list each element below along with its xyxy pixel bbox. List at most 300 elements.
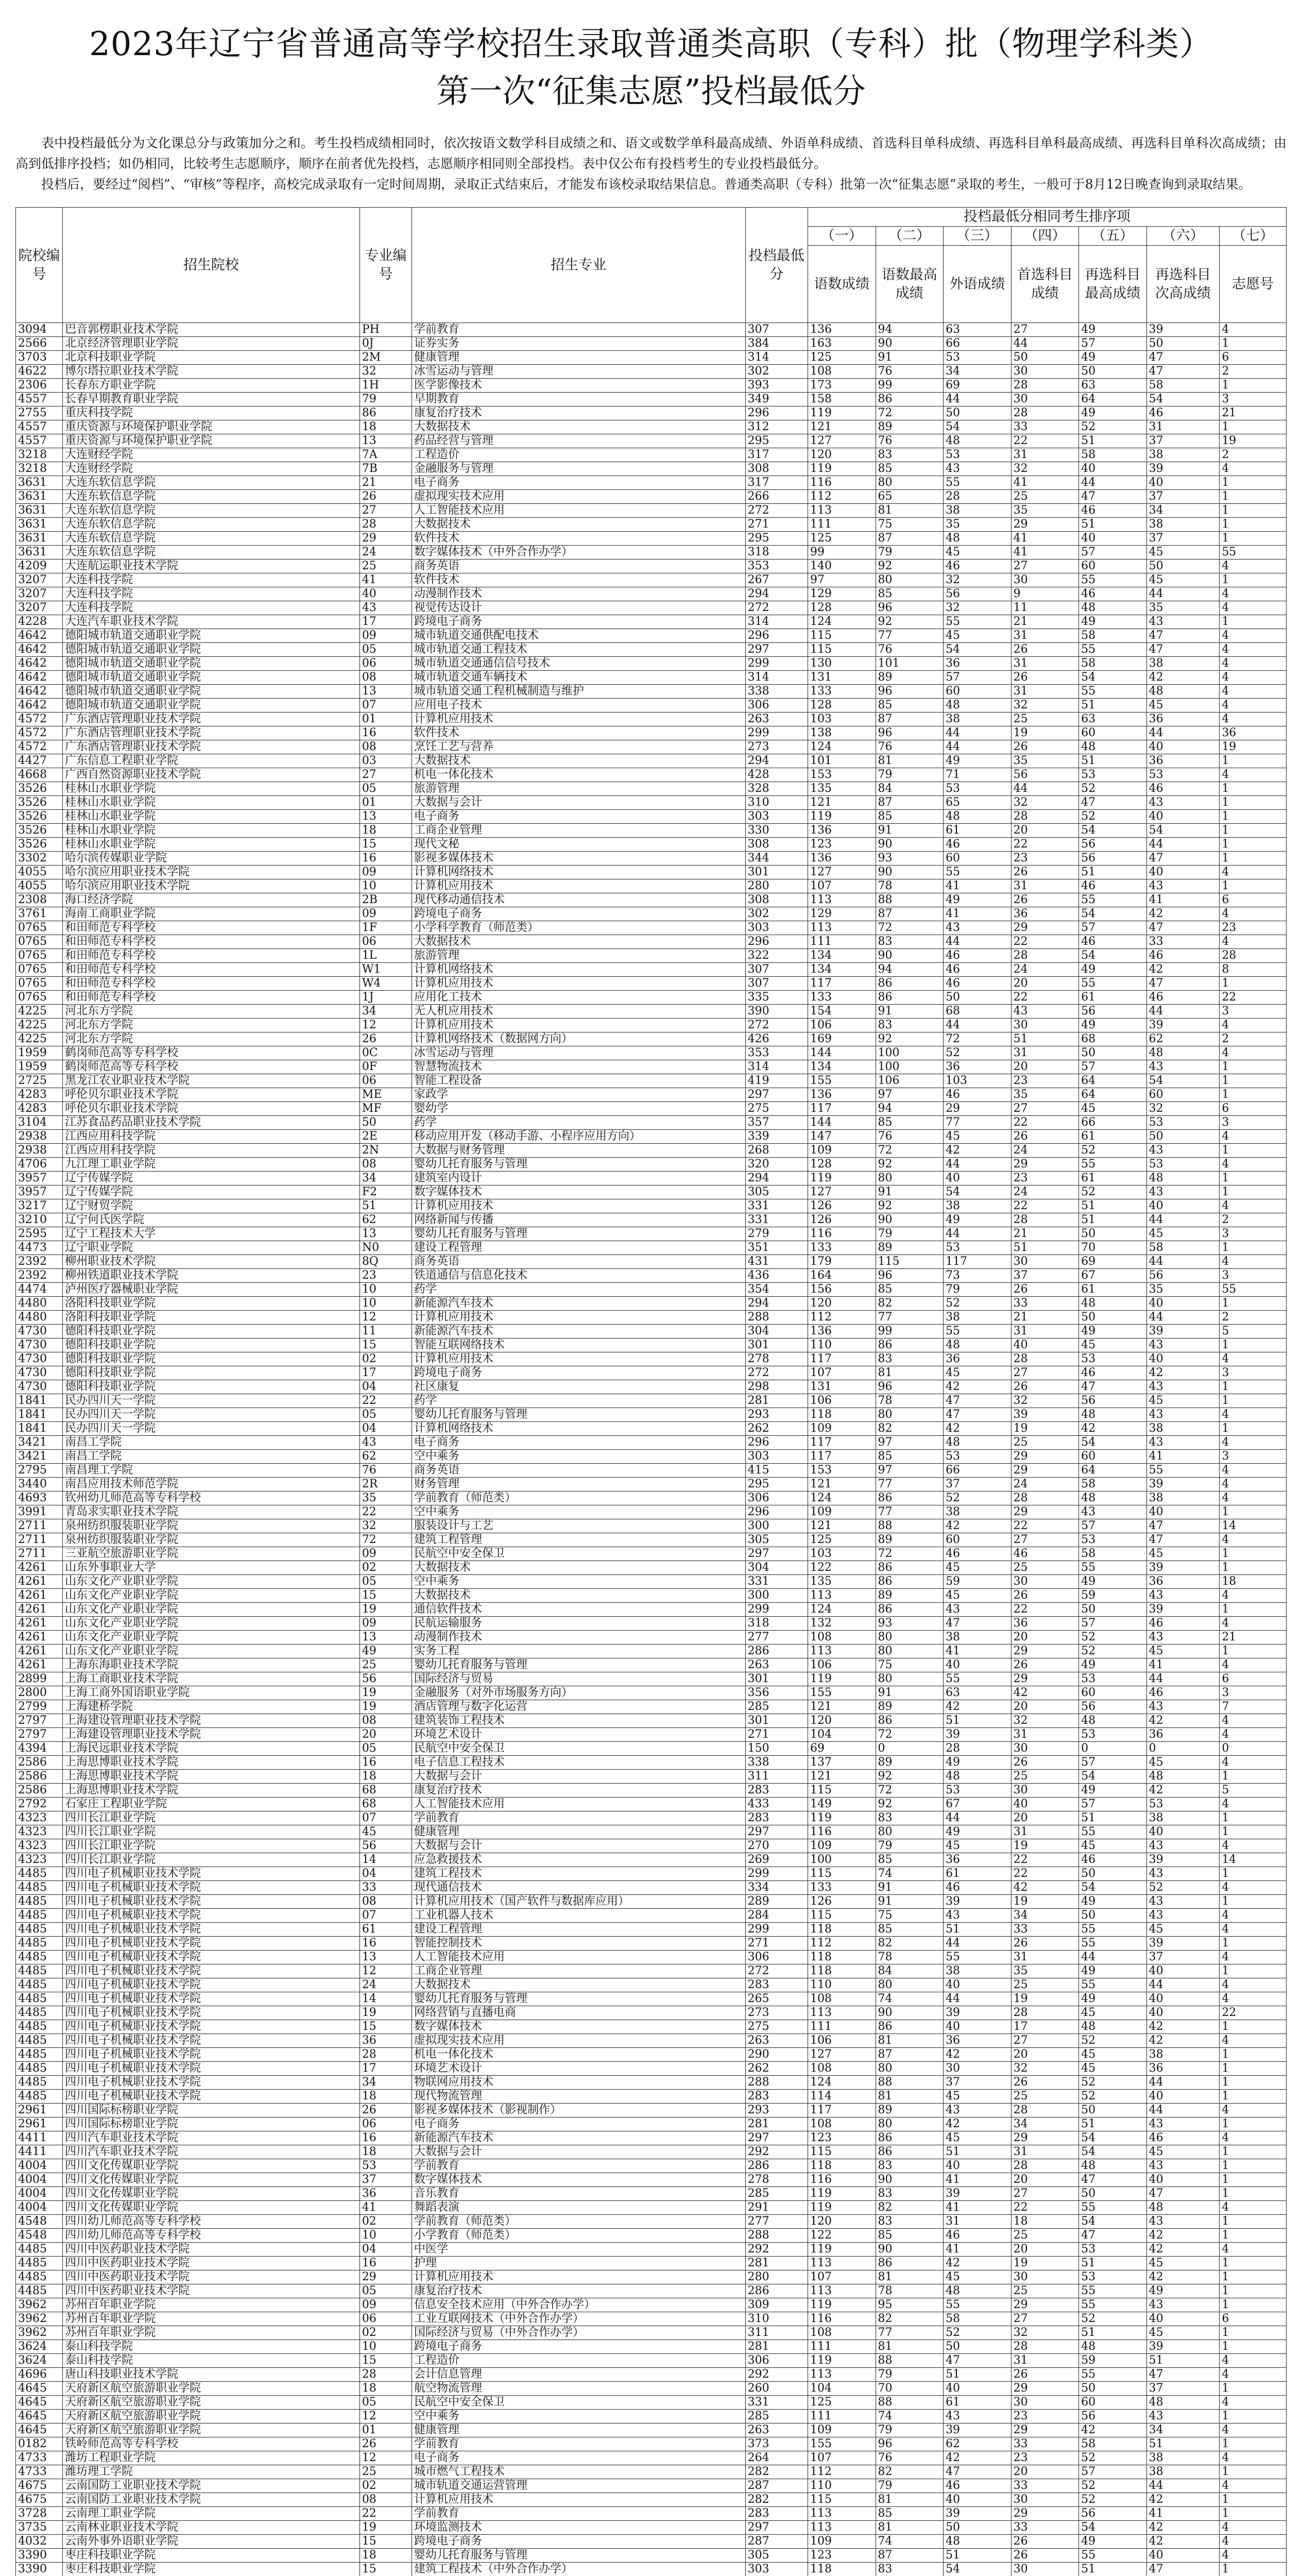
cell-chinese-math-max: 96 — [876, 685, 944, 699]
cell-chinese-math: 118 — [808, 1408, 876, 1422]
cell-choice-number: 4 — [1220, 907, 1287, 921]
cell-school-code: 4485 — [16, 1964, 63, 1978]
cell-choice-number: 4 — [1220, 657, 1287, 671]
cell-school-code: 0765 — [16, 921, 63, 935]
table-row — [16, 615, 1287, 629]
cell-major-code: 32 — [359, 1519, 412, 1533]
cell-chinese-math-max: 97 — [876, 1436, 944, 1450]
cell-chinese-math-max: 97 — [876, 1088, 944, 1102]
cell-chinese-math-max: 87 — [876, 907, 944, 921]
cell-first-subject: 29 — [1011, 2131, 1079, 2145]
cell-first-subject: 22 — [1011, 1603, 1079, 1617]
cell-major-code: 24 — [359, 546, 412, 560]
cell-school-code: 4622 — [16, 365, 63, 379]
cell-choice-number: 1 — [1220, 1380, 1287, 1394]
cell-major-name: 移动应用开发（移动手游、小程序应用方向） — [412, 1130, 745, 1144]
cell-major-code: 12 — [359, 2410, 412, 2424]
table-row — [16, 838, 1287, 852]
cell-school-name: 四川电子机械职业技术学院 — [63, 2090, 360, 2104]
cell-foreign-language: 39 — [944, 2187, 1012, 2201]
table-row — [16, 1505, 1287, 1519]
cell-foreign-language: 42 — [944, 2048, 1012, 2062]
cell-min-score: 307 — [745, 323, 808, 337]
cell-major-name: 跨境电子商务 — [412, 1366, 745, 1380]
cell-elective-max: 45 — [1079, 2048, 1147, 2062]
cell-major-name: 无人机应用技术 — [412, 1005, 745, 1019]
table-row — [16, 1756, 1287, 1770]
cell-first-subject: 19 — [1011, 726, 1079, 740]
cell-major-name: 电子商务 — [412, 1436, 745, 1450]
cell-major-code: 21 — [359, 476, 412, 490]
cell-elective-second: 43 — [1146, 2410, 1220, 2424]
cell-foreign-language: 60 — [944, 1533, 1012, 1547]
cell-school-code: 0182 — [16, 2437, 63, 2451]
cell-first-subject: 26 — [1011, 893, 1079, 907]
cell-choice-number: 1 — [1220, 615, 1287, 629]
cell-major-name: 舞蹈表演 — [412, 2201, 745, 2215]
table-row — [16, 2451, 1287, 2465]
cell-first-subject: 30 — [1011, 365, 1079, 379]
cell-elective-max: 59 — [1079, 2354, 1147, 2368]
cell-min-score: 390 — [745, 1005, 808, 1019]
cell-elective-second: 40 — [1146, 1352, 1220, 1366]
cell-chinese-math: 104 — [808, 2382, 876, 2396]
cell-chinese-math-max: 76 — [876, 1130, 944, 1144]
cell-elective-second: 33 — [1146, 935, 1220, 949]
cell-school-code: 2797 — [16, 1728, 63, 1742]
cell-foreign-language: 49 — [944, 1756, 1012, 1770]
cell-first-subject: 30 — [1011, 1019, 1079, 1032]
cell-elective-second: 47 — [1146, 643, 1220, 657]
cell-chinese-math-max: 90 — [876, 1213, 944, 1227]
cell-school-code: 3526 — [16, 810, 63, 824]
table-row — [16, 991, 1287, 1005]
cell-min-score: 281 — [745, 2340, 808, 2354]
table-row — [16, 351, 1287, 365]
cell-chinese-math: 113 — [808, 2368, 876, 2382]
cell-elective-second: 43 — [1146, 615, 1220, 629]
cell-major-name: 新能源汽车技术 — [412, 2131, 745, 2145]
table-row — [16, 1784, 1287, 1798]
cell-major-code: 34 — [359, 1005, 412, 1019]
header-sub-label: 再选科目最高成绩 — [1079, 246, 1147, 323]
cell-school-code: 1841 — [16, 1422, 63, 1436]
cell-school-code: 2566 — [16, 337, 63, 351]
cell-first-subject: 40 — [1011, 1338, 1079, 1352]
cell-elective-max: 57 — [1079, 546, 1147, 560]
cell-elective-second: 60 — [1146, 1088, 1220, 1102]
cell-major-code: 2R — [359, 1478, 412, 1492]
table-row — [16, 1825, 1287, 1839]
cell-elective-second: 47 — [1146, 1533, 1220, 1547]
cell-major-code: 43 — [359, 601, 412, 615]
cell-min-score: 338 — [745, 1756, 808, 1770]
cell-school-name: 山东文化产业职业学院 — [63, 1575, 360, 1589]
table-row — [16, 726, 1287, 740]
cell-elective-max: 70 — [1079, 1241, 1147, 1255]
cell-elective-max: 54 — [1079, 2521, 1147, 2535]
cell-chinese-math-max: 95 — [876, 2298, 944, 2312]
cell-chinese-math-max: 87 — [876, 713, 944, 726]
table-row — [16, 713, 1287, 726]
cell-chinese-math-max: 89 — [876, 1241, 944, 1255]
cell-min-score: 312 — [745, 420, 808, 434]
cell-foreign-language: 39 — [944, 2006, 1012, 2020]
cell-first-subject: 28 — [1011, 2104, 1079, 2117]
cell-foreign-language: 47 — [944, 2354, 1012, 2368]
cell-elective-max: 55 — [1079, 2549, 1147, 2563]
cell-first-subject: 34 — [1011, 2117, 1079, 2131]
cell-school-code: 4485 — [16, 2048, 63, 2062]
cell-major-code: 26 — [359, 2437, 412, 2451]
cell-major-code: 01 — [359, 796, 412, 810]
cell-min-score: 314 — [745, 351, 808, 365]
cell-chinese-math: 136 — [808, 323, 876, 337]
cell-major-code: 02 — [359, 1352, 412, 1366]
header-sub-index: （二） — [876, 227, 944, 246]
cell-elective-second: 62 — [1146, 1032, 1220, 1046]
cell-foreign-language: 36 — [944, 2034, 1012, 2048]
cell-chinese-math: 121 — [808, 1700, 876, 1714]
cell-foreign-language: 44 — [944, 740, 1012, 754]
table-row — [16, 420, 1287, 434]
cell-chinese-math-max: 81 — [876, 754, 944, 768]
cell-foreign-language: 66 — [944, 337, 1012, 351]
cell-min-score: 269 — [745, 1853, 808, 1867]
table-row — [16, 1811, 1287, 1825]
cell-choice-number: 1 — [1220, 532, 1287, 546]
cell-elective-second: 40 — [1146, 476, 1220, 490]
cell-elective-max: 52 — [1079, 2090, 1147, 2104]
cell-foreign-language: 65 — [944, 796, 1012, 810]
cell-school-code: 4485 — [16, 1881, 63, 1895]
table-row — [16, 685, 1287, 699]
cell-foreign-language: 47 — [944, 1394, 1012, 1408]
cell-min-score: 306 — [745, 1492, 808, 1505]
cell-chinese-math-max: 92 — [876, 1199, 944, 1213]
cell-major-name: 电子商务 — [412, 476, 745, 490]
cell-choice-number: 4 — [1220, 1533, 1287, 1547]
cell-major-name: 计算机应用技术 — [412, 977, 745, 991]
cell-major-code: 0C — [359, 1046, 412, 1060]
cell-chinese-math-max: 91 — [876, 1686, 944, 1700]
cell-elective-max: 50 — [1079, 1227, 1147, 1241]
cell-major-name: 网络营销与直播电商 — [412, 2006, 745, 2020]
table-row — [16, 1533, 1287, 1547]
cell-chinese-math: 121 — [808, 420, 876, 434]
cell-elective-max: 47 — [1079, 1380, 1147, 1394]
cell-major-name: 财务管理 — [412, 1478, 745, 1492]
cell-chinese-math: 123 — [808, 838, 876, 852]
table-row — [16, 1450, 1287, 1464]
cell-school-name: 四川电子机械职业技术学院 — [63, 1881, 360, 1895]
cell-first-subject: 29 — [1011, 1158, 1079, 1172]
cell-major-code: 14 — [359, 1992, 412, 2006]
cell-major-code: 2E — [359, 1130, 412, 1144]
cell-major-name: 大数据技术 — [412, 420, 745, 434]
cell-elective-max: 49 — [1079, 963, 1147, 977]
cell-major-name: 民航空中安全保卫 — [412, 1547, 745, 1561]
cell-chinese-math: 155 — [808, 1686, 876, 1700]
cell-elective-max: 52 — [1079, 420, 1147, 434]
header-school: 招生院校 — [63, 208, 360, 323]
table-row — [16, 1394, 1287, 1408]
cell-choice-number: 1 — [1220, 1172, 1287, 1185]
cell-major-code: 08 — [359, 740, 412, 754]
cell-major-name: 小学教育（师范类） — [412, 2229, 745, 2243]
cell-chinese-math: 134 — [808, 1060, 876, 1074]
cell-school-name: 桂林山水职业学院 — [63, 824, 360, 838]
cell-major-code: 07 — [359, 1811, 412, 1825]
cell-chinese-math: 133 — [808, 1881, 876, 1895]
table-row — [16, 1978, 1287, 1992]
table-row — [16, 2076, 1287, 2090]
cell-major-code: 13 — [359, 1631, 412, 1645]
cell-foreign-language: 43 — [944, 2104, 1012, 2117]
cell-elective-max: 42 — [1079, 2424, 1147, 2437]
table-row — [16, 643, 1287, 657]
cell-chinese-math-max: 90 — [876, 866, 944, 879]
cell-elective-second: 42 — [1146, 2270, 1220, 2284]
cell-major-name: 大数据技术 — [412, 518, 745, 532]
cell-chinese-math-max: 76 — [876, 434, 944, 448]
cell-school-code: 4706 — [16, 1158, 63, 1172]
cell-major-code: 18 — [359, 1770, 412, 1784]
cell-first-subject: 41 — [1011, 476, 1079, 490]
cell-school-name: 桂林山水职业学院 — [63, 810, 360, 824]
cell-first-subject: 21 — [1011, 615, 1079, 629]
cell-major-code: 16 — [359, 852, 412, 866]
table-row — [16, 866, 1287, 879]
cell-choice-number: 4 — [1220, 601, 1287, 615]
cell-first-subject: 20 — [1011, 1060, 1079, 1074]
cell-chinese-math-max: 78 — [876, 1394, 944, 1408]
cell-choice-number: 4 — [1220, 2201, 1287, 2215]
note-paragraph-2: 投档后，要经过“阅档”、“审核”等程序，高校完成录取有一定时间周期，录取正式结束后，才能发布该校录取结果信息。普通类高职（专科）批第一次“征集志愿”录取的考生，一般可于8月12日晚查询到录取结果。 — [41, 177, 1252, 192]
cell-major-code: 37 — [359, 2173, 412, 2187]
cell-elective-second: 45 — [1146, 2326, 1220, 2340]
cell-chinese-math: 153 — [808, 768, 876, 782]
cell-school-code: 4485 — [16, 1937, 63, 1951]
cell-chinese-math: 155 — [808, 1074, 876, 1088]
table-row — [16, 1227, 1287, 1241]
cell-school-code: 2586 — [16, 1756, 63, 1770]
table-row — [16, 1603, 1287, 1617]
cell-school-code: 4572 — [16, 713, 63, 726]
cell-min-score: 271 — [745, 1728, 808, 1742]
cell-elective-second: 53 — [1146, 768, 1220, 782]
cell-school-code: 2392 — [16, 1255, 63, 1269]
cell-chinese-math: 111 — [808, 2340, 876, 2354]
cell-min-score: 426 — [745, 1032, 808, 1046]
cell-choice-number: 3 — [1220, 1005, 1287, 1019]
cell-foreign-language: 45 — [944, 1130, 1012, 1144]
cell-school-name: 和田师范专科学校 — [63, 991, 360, 1005]
cell-elective-second: 40 — [1146, 1505, 1220, 1519]
cell-school-name: 山东文化产业职业学院 — [63, 1617, 360, 1631]
cell-min-score: 353 — [745, 1046, 808, 1060]
cell-chinese-math-max: 94 — [876, 963, 944, 977]
cell-elective-second: 45 — [1146, 1394, 1220, 1408]
cell-elective-max: 60 — [1079, 560, 1147, 573]
table-row — [16, 740, 1287, 754]
cell-major-name: 环境监测技术 — [412, 2521, 745, 2535]
table-row — [16, 1492, 1287, 1505]
cell-first-subject: 27 — [1011, 2187, 1079, 2201]
cell-major-name: 药学 — [412, 1283, 745, 1297]
cell-school-name: 河北东方学院 — [63, 1032, 360, 1046]
cell-elective-max: 55 — [1079, 2368, 1147, 2382]
cell-major-name: 应急救援技术 — [412, 1853, 745, 1867]
cell-chinese-math-max: 90 — [876, 2173, 944, 2187]
cell-school-name: 四川电子机械职业技术学院 — [63, 2034, 360, 2048]
cell-first-subject: 35 — [1011, 754, 1079, 768]
cell-school-code: 4004 — [16, 2173, 63, 2187]
cell-school-name: 辽宁何氏医学院 — [63, 1213, 360, 1227]
cell-school-code: 2306 — [16, 379, 63, 393]
cell-first-subject: 42 — [1011, 1881, 1079, 1895]
cell-school-name: 大连财经学院 — [63, 448, 360, 462]
table-row — [16, 462, 1287, 476]
cell-chinese-math-max: 91 — [876, 1895, 944, 1909]
cell-major-name: 城市轨道交通供配电技术 — [412, 629, 745, 643]
cell-chinese-math: 113 — [808, 2507, 876, 2521]
cell-min-score: 275 — [745, 2020, 808, 2034]
cell-chinese-math-max: 76 — [876, 2451, 944, 2465]
table-row — [16, 1297, 1287, 1311]
cell-first-subject: 27 — [1011, 1102, 1079, 1116]
cell-first-subject: 24 — [1011, 1144, 1079, 1158]
cell-major-code: 2M — [359, 351, 412, 365]
cell-chinese-math-max: 81 — [876, 2270, 944, 2284]
cell-first-subject: 25 — [1011, 713, 1079, 726]
cell-choice-number: 4 — [1220, 1019, 1287, 1032]
cell-elective-max: 48 — [1079, 1408, 1147, 1422]
header-tiebreak-group: 投档最低分相同考生排序项 — [808, 208, 1287, 227]
cell-first-subject: 29 — [1011, 1450, 1079, 1464]
cell-chinese-math-max: 86 — [876, 1492, 944, 1505]
cell-foreign-language: 38 — [944, 1631, 1012, 1645]
cell-elective-second: 42 — [1146, 671, 1220, 685]
cell-elective-max: 55 — [1079, 1923, 1147, 1937]
cell-choice-number: 4 — [1220, 1199, 1287, 1213]
cell-chinese-math-max: 91 — [876, 1005, 944, 1019]
cell-school-name: 博尔塔拉职业技术学院 — [63, 365, 360, 379]
cell-chinese-math: 97 — [808, 573, 876, 587]
cell-major-name: 家政学 — [412, 1088, 745, 1102]
cell-major-name: 视觉传达设计 — [412, 601, 745, 615]
cell-elective-max: 66 — [1079, 1116, 1147, 1130]
cell-chinese-math: 133 — [808, 1241, 876, 1255]
cell-chinese-math-max: 89 — [876, 1756, 944, 1770]
cell-chinese-math: 119 — [808, 2201, 876, 2215]
cell-major-code: 19 — [359, 1603, 412, 1617]
cell-foreign-language: 68 — [944, 1005, 1012, 1019]
cell-choice-number: 8 — [1220, 963, 1287, 977]
cell-school-name: 苏州百年职业学院 — [63, 2326, 360, 2340]
cell-chinese-math-max: 83 — [876, 2563, 944, 2576]
cell-school-name: 九江理工职业学院 — [63, 1158, 360, 1172]
cell-major-code: 40 — [359, 587, 412, 601]
cell-major-code: 18 — [359, 824, 412, 838]
cell-foreign-language: 71 — [944, 768, 1012, 782]
cell-school-name: 柳州铁道职业技术学院 — [63, 1269, 360, 1283]
table-row — [16, 1032, 1287, 1046]
cell-first-subject: 27 — [1011, 2312, 1079, 2326]
cell-first-subject: 26 — [1011, 1937, 1079, 1951]
table-row — [16, 852, 1287, 866]
cell-school-code: 4055 — [16, 866, 63, 879]
cell-school-name: 重庆科技学院 — [63, 406, 360, 420]
cell-school-code: 4675 — [16, 2479, 63, 2493]
cell-chinese-math: 113 — [808, 893, 876, 907]
cell-chinese-math-max: 86 — [876, 2020, 944, 2034]
cell-min-score: 296 — [745, 629, 808, 643]
cell-school-code: 4730 — [16, 1352, 63, 1366]
cell-major-code: 19 — [359, 2521, 412, 2535]
cell-school-name: 河北东方学院 — [63, 1005, 360, 1019]
cell-foreign-language: 45 — [944, 1561, 1012, 1575]
cell-chinese-math-max: 96 — [876, 1380, 944, 1394]
cell-foreign-language: 42 — [944, 2117, 1012, 2131]
cell-foreign-language: 38 — [944, 1199, 1012, 1213]
cell-min-score: 299 — [745, 1867, 808, 1881]
cell-chinese-math-max: 89 — [876, 1589, 944, 1603]
cell-choice-number: 1 — [1220, 1547, 1287, 1561]
cell-major-code: 01 — [359, 2424, 412, 2437]
table-row — [16, 1964, 1287, 1978]
cell-school-name: 上海工商职业技术学院 — [63, 1672, 360, 1686]
cell-first-subject: 32 — [1011, 796, 1079, 810]
cell-first-subject: 44 — [1011, 337, 1079, 351]
cell-school-code: 3962 — [16, 2326, 63, 2340]
cell-min-score: 295 — [745, 1478, 808, 1492]
cell-min-score: 284 — [745, 1909, 808, 1923]
cell-elective-second: 43 — [1146, 1589, 1220, 1603]
cell-chinese-math: 140 — [808, 560, 876, 573]
cell-school-name: 大连东软信息学院 — [63, 476, 360, 490]
cell-chinese-math: 116 — [808, 1825, 876, 1839]
cell-first-subject: 23 — [1011, 2451, 1079, 2465]
cell-chinese-math-max: 94 — [876, 323, 944, 337]
cell-school-code: 2961 — [16, 2117, 63, 2131]
cell-choice-number: 2 — [1220, 365, 1287, 379]
cell-chinese-math-max: 82 — [876, 2201, 944, 2215]
cell-min-score: 300 — [745, 1519, 808, 1533]
cell-choice-number: 4 — [1220, 713, 1287, 726]
table-row — [16, 1728, 1287, 1742]
cell-elective-second: 47 — [1146, 921, 1220, 935]
cell-elective-second: 50 — [1146, 1130, 1220, 1144]
cell-elective-max: 55 — [1079, 643, 1147, 657]
cell-major-name: 计算机网络技术 — [412, 866, 745, 879]
cell-major-name: 婴幼儿托育服务与管理 — [412, 1408, 745, 1422]
table-row — [16, 2104, 1287, 2117]
cell-school-code: 3631 — [16, 490, 63, 504]
cell-elective-max: 53 — [1079, 1672, 1147, 1686]
cell-elective-max: 58 — [1079, 1478, 1147, 1492]
cell-min-score: 354 — [745, 1283, 808, 1297]
cell-chinese-math: 100 — [808, 1853, 876, 1867]
cell-school-code: 2899 — [16, 1672, 63, 1686]
cell-school-code: 4645 — [16, 2396, 63, 2410]
cell-choice-number: 1 — [1220, 2493, 1287, 2507]
cell-foreign-language: 55 — [944, 1325, 1012, 1338]
cell-elective-max: 63 — [1079, 713, 1147, 726]
page-title: 2023年辽宁省普通高等学校招生录取普通类高职（专科）批（物理学科类） — [89, 25, 1213, 63]
cell-school-code: 4261 — [16, 1631, 63, 1645]
cell-school-name: 德阳城市轨道交通职业学院 — [63, 629, 360, 643]
